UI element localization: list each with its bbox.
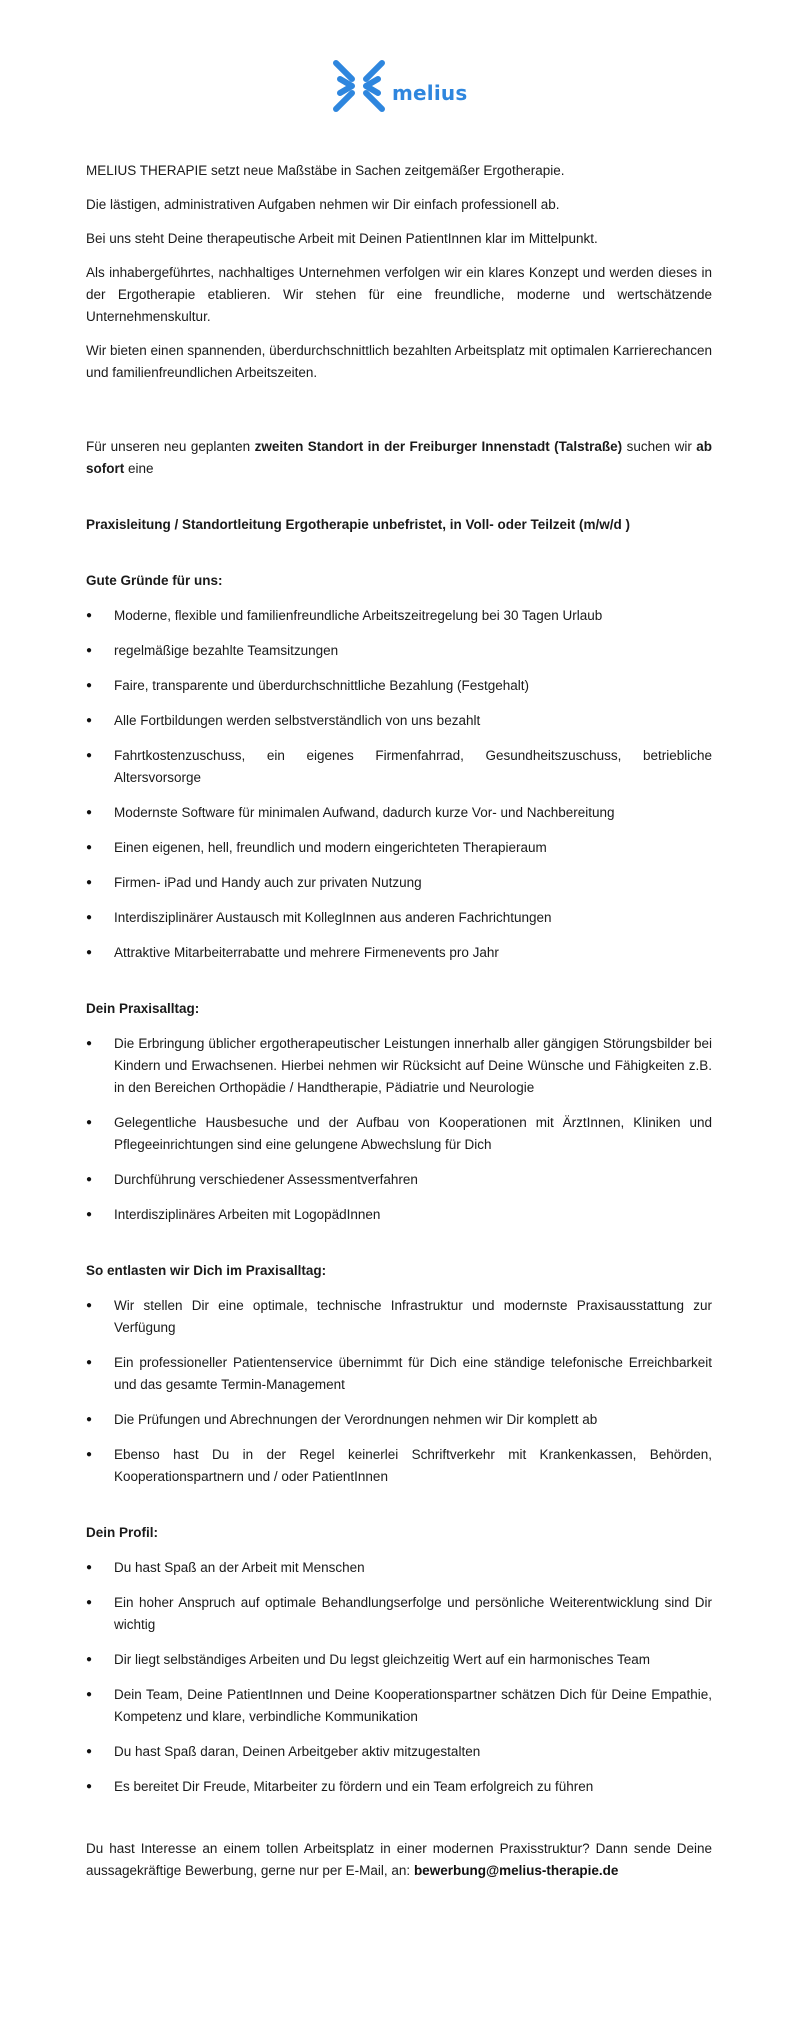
list-item: ● Interdisziplinäres Arbeiten mit LogopädInnen bbox=[86, 1204, 712, 1226]
list-item: ● Es bereitet Dir Freude, Mitarbeiter zu fördern und ein Team erfolgreich zu führen bbox=[86, 1776, 712, 1798]
application-email-link[interactable]: bewerbung@melius-therapie.de bbox=[413, 1863, 619, 1878]
list-item: ● Gelegentliche Hausbesuche und der Aufbau von Kooperationen mit ÄrztInnen, Kliniken und Pflegeeinrichtungen sind eine gelungene Abwechslung für Dich bbox=[86, 1112, 712, 1156]
list-item: ● Einen eigenen, hell, freundlich und modern eingerichteten Therapieraum bbox=[86, 837, 712, 859]
list-item: ● Du hast Spaß daran, Deinen Arbeitgeber aktiv mitzugestalten bbox=[86, 1741, 712, 1763]
section-heading-reasons: Gute Gründe für uns: bbox=[86, 573, 223, 588]
intro-paragraph: MELIUS THERAPIE setzt neue Maßstäbe in Sachen zeitgemäßer Ergotherapie. bbox=[86, 163, 565, 178]
start-date: ab sofort bbox=[86, 439, 713, 476]
intro-section bbox=[86, 160, 712, 384]
profile-list bbox=[86, 1557, 712, 1798]
list-item: ● Firmen- iPad und Handy auch zur privaten Nutzung bbox=[86, 872, 712, 894]
section-heading-relief: So entlasten wir Dich im Praxisalltag: bbox=[86, 1263, 327, 1278]
daily-list bbox=[86, 1033, 712, 1226]
list-item: ● Wir stellen Dir eine optimale, technische Infrastruktur und modernste Praxisausstattung zur Verfügung bbox=[86, 1295, 712, 1339]
list-item: ● Die Prüfungen und Abrechnungen der Verordnungen nehmen wir Dir komplett ab bbox=[86, 1409, 712, 1431]
brand-logo bbox=[330, 56, 467, 116]
section-heading-profile: Dein Profil: bbox=[86, 1525, 159, 1540]
list-item: ● Ein professioneller Patientenservice übernimmt für Dich eine ständige telefonische Erreichbarkeit und das gesamte Termin-Management bbox=[86, 1352, 712, 1396]
intro-paragraph: Die lästigen, administrativen Aufgaben nehmen wir Dir einfach professionell ab. bbox=[86, 197, 560, 212]
list-item: ● Ebenso hast Du in der Regel keinerlei Schriftverkehr mit Krankenkassen, Behörden, Kooperationspartnern und / oder PatientInnen bbox=[86, 1444, 712, 1488]
list-item: ● Du hast Spaß an der Arbeit mit Menschen bbox=[86, 1557, 712, 1579]
list-item: ● regelmäßige bezahlte Teamsitzungen bbox=[86, 640, 712, 662]
list-item: ● Alle Fortbildungen werden selbstverständlich von uns bezahlt bbox=[86, 710, 712, 732]
list-item: ● Attraktive Mitarbeiterrabatte und mehrere Firmenevents pro Jahr bbox=[86, 942, 712, 964]
melius-x-logo-icon bbox=[330, 57, 388, 115]
reasons-list bbox=[86, 605, 712, 964]
list-item: ● Fahrtkostenzuschuss, ein eigenes Firmenfahrrad, Gesundheitszuschuss, betriebliche Altersvorsorge bbox=[86, 745, 712, 789]
list-item: ● Moderne, flexible und familienfreundliche Arbeitszeitregelung bei 30 Tagen Urlaub bbox=[86, 605, 712, 627]
relief-list bbox=[86, 1295, 712, 1488]
intro-paragraph: Wir bieten einen spannenden, überdurchschnittlich bezahlten Arbeitsplatz mit optimalen Karrierechancen und familienfreundlichen Arbeitszeiten. bbox=[86, 343, 712, 380]
closing-paragraph: Du hast Interesse an einem tollen Arbeitsplatz in einer modernen Praxisstruktur? Dann sende Deine aussagekräftige Bewerbung, gerne nur per E-Mail, an: bewerbung@melius-therapie.de bbox=[86, 1841, 712, 1878]
location-name: zweiten Standort in der Freiburger Innenstadt (Talstraße) bbox=[254, 439, 623, 454]
list-item: ● Dein Team, Deine PatientInnen und Deine Kooperationspartner schätzen Dich für Deine Empathie, Kompetenz und klare, verbindliche Kommunikation bbox=[86, 1684, 712, 1728]
section-heading-daily: Dein Praxisalltag: bbox=[86, 1001, 200, 1016]
job-title: Praxisleitung / Standortleitung Ergotherapie unbefristet, in Voll- oder Teilzeit (m/w/d ) bbox=[86, 517, 631, 532]
list-item: ● Faire, transparente und überdurchschnittliche Bezahlung (Festgehalt) bbox=[86, 675, 712, 697]
list-item: ● Durchführung verschiedener Assessmentverfahren bbox=[86, 1169, 712, 1191]
list-item: ● Modernste Software für minimalen Aufwand, dadurch kurze Vor- und Nachbereitung bbox=[86, 802, 712, 824]
brand-name: melius bbox=[392, 81, 468, 105]
list-item: ● Dir liegt selbständiges Arbeiten und Du legst gleichzeitig Wert auf ein harmonisches Team bbox=[86, 1649, 712, 1671]
list-item: ● Die Erbringung üblicher ergotherapeutischer Leistungen innerhalb aller gängigen Störungsbilder bei Kindern und Erwachsenen. Hierbei nehmen wir Rücksicht auf Deine Wünsche und Fähigkeiten z.B. in den Bereichen Orthopädie / Handtherapie, Pädiatrie und Neurologie bbox=[86, 1033, 712, 1099]
job-posting bbox=[86, 160, 712, 1882]
intro-paragraph: Bei uns steht Deine therapeutische Arbeit mit Deinen PatientInnen klar im Mittelpunkt. bbox=[86, 231, 598, 246]
intro-paragraph: Als inhabergeführtes, nachhaltiges Unternehmen verfolgen wir ein klares Konzept und werden dieses in der Ergotherapie etablieren. Wir stehen für eine freundliche, moderne und wertschätzende Unternehmenskultur. bbox=[86, 265, 712, 324]
list-item: ● Interdisziplinärer Austausch mit KollegInnen aus anderen Fachrichtungen bbox=[86, 907, 712, 929]
location-paragraph: Für unseren neu geplanten zweiten Standort in der Freiburger Innenstadt (Talstraße) suchen wir ab sofort eine bbox=[86, 439, 713, 476]
list-item: ● Ein hoher Anspruch auf optimale Behandlungserfolge und persönliche Weiterentwicklung sind Dir wichtig bbox=[86, 1592, 712, 1636]
